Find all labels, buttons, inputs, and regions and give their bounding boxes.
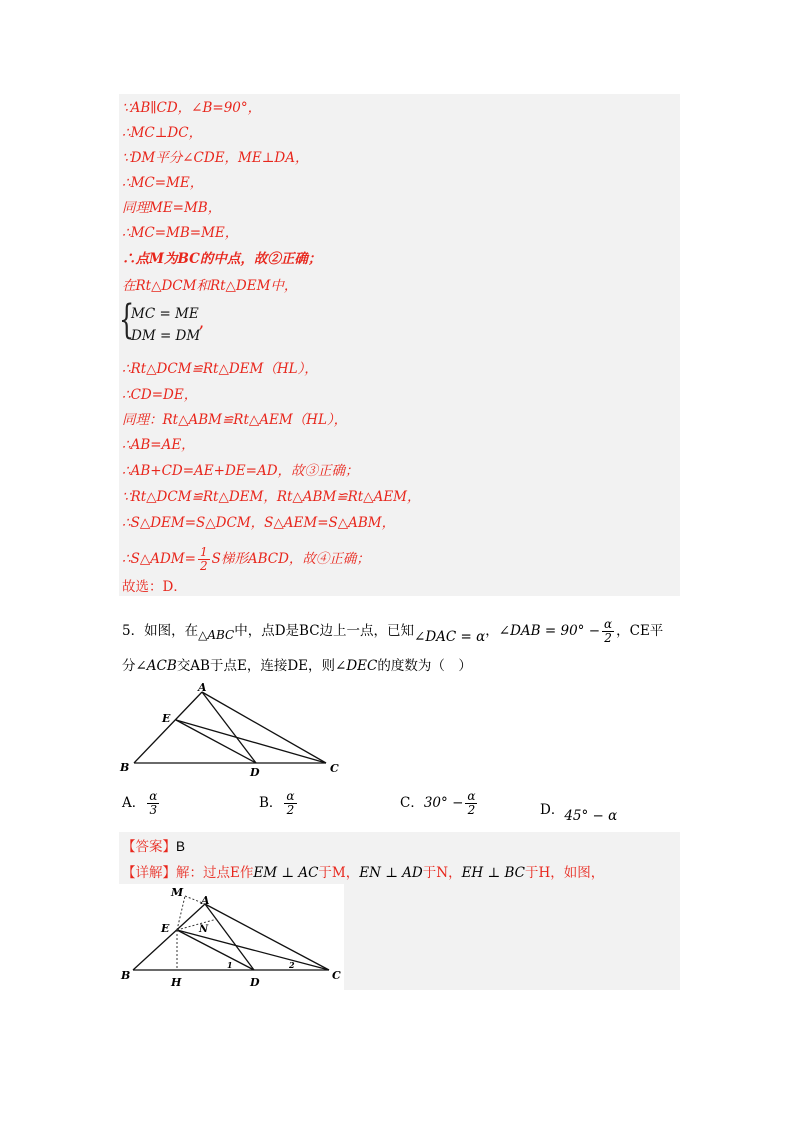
solution-line: ∴AB+CD=AE+DE=AD，故③正确；: [122, 463, 359, 479]
option-a[interactable]: A． $\frac{\alpha}{3}$: [122, 789, 158, 817]
answer-value: B: [176, 839, 186, 854]
line-em: [177, 896, 185, 930]
option-d[interactable]: D．45° − α: [540, 802, 618, 824]
answer-line: [122, 835, 185, 855]
half-fraction: $\frac{1}{2}$: [199, 545, 208, 573]
solution-line: 在Rt△DCM和Rt△DEM中，: [122, 278, 298, 294]
angle-label-2: 2: [289, 960, 295, 970]
equation-dm-dm: DM = DM: [131, 328, 201, 344]
equation-brace: {: [119, 297, 135, 343]
equation-mc-me: MC = ME: [131, 306, 199, 322]
angle-acb: ∠ACB: [135, 658, 177, 674]
label-c: C: [332, 969, 341, 982]
solution-line: ∴点M为BC的中点，故②正确；: [122, 251, 322, 267]
label-h: H: [171, 976, 182, 989]
solution-line: 同理ME=MB，: [122, 200, 222, 216]
triangle-abc: △ABC: [198, 628, 235, 642]
label-m: M: [171, 886, 184, 899]
question-number: 5．: [122, 623, 145, 639]
question-line-2: 分∠ACB交AB于点E，连接DE，则∠DEC的度数为（ ）: [122, 658, 472, 674]
solution-line: ∵AB∥CD，∠B=90°，: [122, 100, 262, 116]
line-ba: [133, 904, 205, 970]
line-ed: [176, 720, 256, 763]
solution-line: ∴CD=DE，: [122, 387, 198, 403]
label-e: E: [161, 922, 170, 935]
label-n: N: [199, 924, 209, 935]
angle-dec: ∠DEC: [335, 658, 378, 674]
solution-line: ∵DM平分∠CDE，ME⊥DA，: [122, 150, 309, 166]
label-a: A: [201, 894, 210, 907]
solution-line: ∵Rt△DCM≌Rt△DEM，Rt△ABM≌Rt△AEM，: [122, 489, 421, 505]
detail-tag: 【详解】: [122, 865, 176, 881]
label-a: A: [198, 681, 207, 694]
solution-line: 同理：Rt△ABM≌Rt△AEM（HL），: [122, 412, 348, 428]
triangle-figure-1: [116, 680, 356, 780]
option-c[interactable]: C．30° − $\frac{\alpha}{2}$: [400, 789, 476, 817]
angle-label-1: 1: [227, 960, 233, 970]
solution-line: ∴MC⊥DC，: [122, 125, 203, 141]
line-ac: [202, 692, 326, 763]
label-e: E: [162, 712, 171, 725]
label-b: B: [120, 761, 130, 774]
condition-dac: ∠DAC = α: [414, 629, 486, 645]
line-ad: [202, 692, 256, 763]
detail-line: 【详解】解：过点E作EM ⊥ AC于M，EN ⊥ AD于N，EH ⊥ BC于H，如图，: [122, 865, 605, 881]
answer-tag: 【答案】: [122, 839, 176, 855]
line-ac: [205, 904, 329, 970]
option-b[interactable]: B． $\frac{\alpha}{2}$: [259, 789, 295, 817]
label-d: D: [250, 976, 260, 989]
condition-dab: ∠DAB = 90° −: [498, 623, 601, 639]
area-suffix: S梯形ABCD，故④正确；: [211, 551, 370, 567]
solution-line: 故选：D．: [122, 579, 187, 595]
solution-line: ∴Rt△DCM≌Rt△DEM（HL），: [122, 361, 318, 377]
equation-comma: ’: [199, 324, 204, 340]
label-d: D: [250, 766, 260, 779]
solution-line-area: [122, 546, 370, 573]
solution-line: ∴MC=MB=ME，: [122, 225, 239, 241]
solution-line: ∴AB=AE，: [122, 437, 195, 453]
label-c: C: [330, 762, 339, 775]
solution-line: ∴MC=ME，: [122, 175, 204, 191]
line-ba: [134, 692, 202, 763]
question-line-1: 5．如图，在△ABC中，点D是BC边上一点，已知∠DAC = α，∠DAB = 90° − $\frac{\alpha}{2}$ ，CE平: [122, 617, 664, 645]
solution-line: ∴S△DEM=S△DCM，S△AEM=S△ABM，: [122, 515, 396, 531]
alpha-over-two: $\frac{\alpha}{2}$: [604, 617, 613, 645]
area-prefix: ∴S△ADM=: [122, 551, 196, 567]
line-ec: [177, 930, 329, 970]
triangle-figure-2: [119, 884, 344, 990]
label-b: B: [121, 969, 131, 982]
line-ed: [177, 930, 254, 970]
